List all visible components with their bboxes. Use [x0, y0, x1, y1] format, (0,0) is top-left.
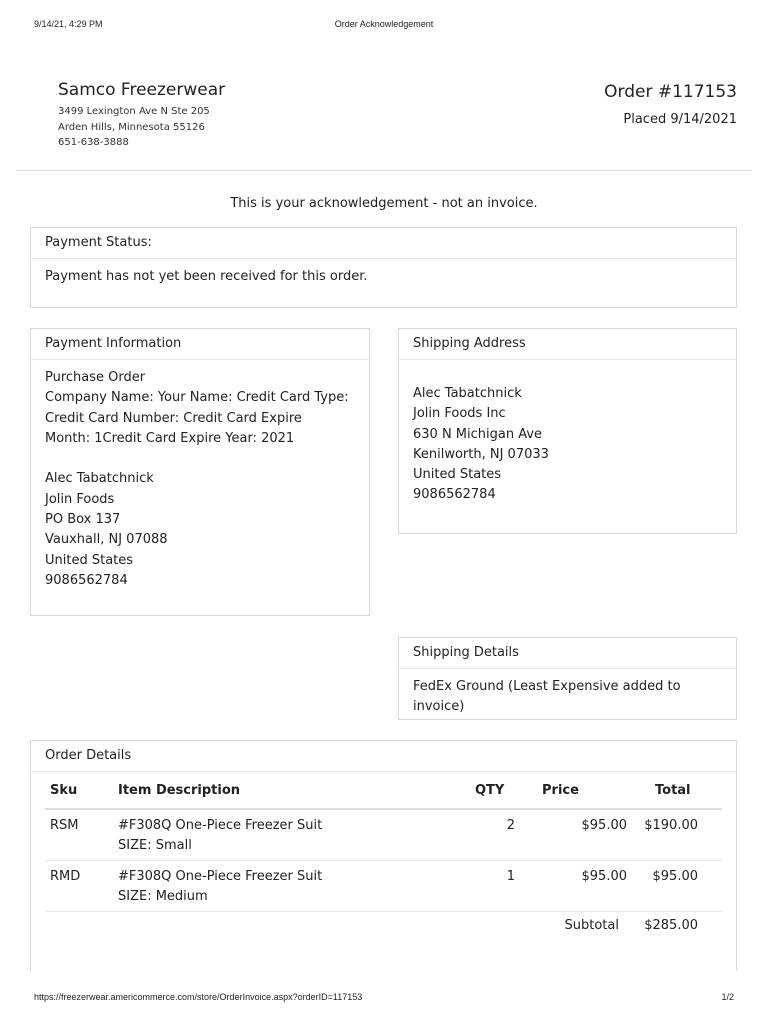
item-price: $95.00 [515, 861, 627, 912]
print-footer [34, 992, 734, 1004]
shipping-details-panel [398, 637, 737, 720]
shipping-details-heading: Shipping Details [399, 638, 736, 669]
shipping-name: Alec Tabatchnick [413, 386, 522, 401]
print-title: Order Acknowledgement [334, 19, 434, 29]
shipping-address-heading: Shipping Address [399, 329, 736, 360]
payment-status-heading: Payment Status: [31, 228, 736, 259]
shipping-method [399, 669, 736, 724]
billing-street: PO Box 137 [45, 512, 121, 528]
table-row [45, 861, 722, 912]
item-sku: RSM [45, 809, 113, 861]
item-description-cell [113, 809, 470, 861]
column-header-total: Total [627, 772, 722, 809]
item-qty: 1 [470, 861, 515, 912]
item-option: SIZE: Small [118, 837, 192, 853]
print-datetime: 9/14/21, 4:29 PM [34, 19, 103, 29]
subtotal-row [45, 912, 722, 936]
order-details-heading: Order Details [31, 741, 736, 772]
header-divider [16, 170, 752, 171]
payment-status-message: Payment has not yet been received for this order. [45, 269, 368, 284]
item-qty: 2 [470, 809, 515, 861]
billing-name: Alec Tabatchnick [45, 471, 154, 487]
shipping-country: United States [413, 467, 502, 483]
item-option: SIZE: Medium [118, 888, 208, 904]
shipping-city-state-zip: Kenilworth, NJ 07033 [413, 446, 549, 462]
payment-information-body [31, 360, 369, 599]
company-address-line2: Arden Hills, Minnesota 55126 [58, 121, 205, 133]
column-header-qty: QTY [470, 772, 515, 809]
payment-info-spacer [45, 449, 355, 469]
shipping-phone: 9086562784 [413, 487, 496, 503]
payment-info-line: Company Name: Your Name: Credit Card Type: [45, 390, 349, 406]
payment-information-heading: Payment Information [31, 329, 369, 360]
item-description-cell [113, 861, 470, 912]
payment-info-line: Month: 1Credit Card Expire Year: 2021 [45, 430, 295, 446]
table-row [45, 809, 722, 861]
billing-phone: 9086562784 [45, 572, 128, 588]
billing-country: United States [45, 552, 134, 568]
shipping-method-line: invoice) [413, 698, 465, 714]
billing-company: Jolin Foods [45, 491, 115, 507]
shipping-address-body [399, 360, 736, 514]
payment-info-line: Purchase Order [45, 370, 146, 385]
column-header-sku: Sku [45, 772, 113, 809]
shipping-street: 630 N Michigan Ave [413, 426, 543, 442]
item-description: #F308Q One-Piece Freezer Suit [118, 869, 323, 884]
shipping-address-panel [398, 328, 737, 534]
order-number: Order #117153 [604, 82, 737, 102]
subtotal-value: $285.00 [644, 918, 698, 933]
company-phone: 651-638-3888 [58, 137, 129, 148]
company-address-line1: 3499 Lexington Ave N Ste 205 [58, 106, 210, 117]
table-header-row [45, 772, 722, 809]
item-price: $95.00 [515, 809, 627, 861]
shipping-method-line: FedEx Ground (Least Expensive added to [413, 679, 681, 694]
subtotal-label: Subtotal [564, 918, 619, 933]
order-placed-date: Placed 9/14/2021 [623, 112, 737, 127]
company-address [58, 104, 210, 151]
item-description: #F308Q One-Piece Freezer Suit [118, 818, 323, 833]
payment-status-panel [30, 227, 737, 308]
acknowledgement-note: This is your acknowledgement - not an invoice. [230, 196, 538, 211]
payment-info-line: Credit Card Number: Credit Card Expire [45, 410, 302, 426]
company-name: Samco Freezerwear [58, 80, 226, 100]
item-total: $190.00 [627, 809, 722, 861]
item-total: $95.00 [627, 861, 722, 912]
print-header [34, 19, 734, 31]
billing-city-state-zip: Vauxhall, NJ 07088 [45, 532, 168, 548]
payment-information-panel [30, 328, 370, 616]
column-header-description: Item Description [113, 772, 470, 809]
column-header-price: Price [515, 772, 627, 809]
page-number: 1/2 [721, 992, 734, 1002]
page-url[interactable]: https://freezerwear.americommerce.com/store/OrderInvoice.aspx?orderID=117153 [34, 992, 363, 1002]
order-items-table [45, 772, 722, 936]
shipping-company: Jolin Foods Inc [413, 406, 506, 422]
item-sku: RMD [45, 861, 113, 912]
order-details-panel [30, 740, 737, 971]
